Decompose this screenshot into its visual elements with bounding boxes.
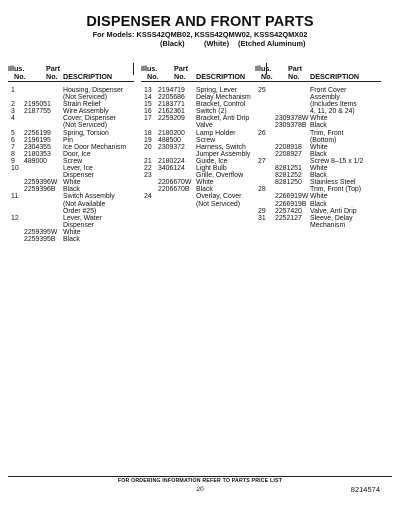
part-description: Screw 8–15 x 1/2 [310,157,364,165]
table-row [8,151,134,158]
table-row [255,87,381,94]
part-description: Switch (2) [196,108,227,116]
part-number: 2180353 [24,150,51,158]
illus-header-2: No. [147,72,159,81]
table-row [255,115,381,122]
illus-header-2: No. [14,72,26,81]
table-row [8,215,134,222]
page-number: 20 [196,486,204,493]
table-row [255,101,381,108]
part-description: Switch Assembly [63,193,115,201]
table-row [8,137,134,144]
parts-list [141,82,267,208]
footer-divider [8,476,392,477]
part-description: Trim, Front [310,129,344,137]
parts-list [8,82,134,243]
part-description: Assembly [310,94,340,102]
table-row [141,165,267,172]
table-row [255,193,381,200]
part-header-1: Part [288,64,302,73]
table-row [255,165,381,172]
part-header-2: No. [288,72,300,81]
illus-number: 7 [11,143,15,151]
illus-number: 14 [144,94,152,102]
table-row [141,137,267,144]
part-description: Spring, Lever [196,87,237,94]
table-row [255,137,381,144]
part-number: 3406124 [158,165,185,173]
table-header [8,63,134,82]
table-row [8,186,134,193]
part-description: White [196,179,214,187]
part-description: Lever, Water [63,214,102,222]
part-number: 2259209 [158,115,185,123]
part-description: Trim, Front (Top) [310,186,362,194]
table-row [8,179,134,186]
table-header [255,63,381,82]
illus-number: 28 [258,186,266,194]
illus-number: 6 [11,136,15,144]
table-row [255,186,381,193]
part-number: 2259395W [24,228,58,236]
part-description: Lamp Holder [196,129,236,137]
part-number: 2162361 [158,108,185,116]
part-number: 2205686 [158,94,185,102]
part-number: 2266919B [275,200,307,208]
part-number: 8281252 [275,172,302,180]
table-row [8,165,134,172]
part-description: Spring, Torsion [63,129,109,137]
part-description: Black [310,172,327,180]
part-description: Black [63,235,80,243]
illus-number: 29 [258,207,266,215]
part-number: 2206670B [158,186,190,194]
table-row [141,130,267,137]
part-description: Overlay, Cover [196,193,242,201]
illus-number: 16 [144,108,152,116]
part-description: Lever, Ice [63,165,93,173]
part-description: Guide, Ice [196,157,228,165]
illus-number: 26 [258,129,266,137]
table-row [255,222,381,229]
part-description: White [310,115,328,123]
color-steel-label: (Etched Aluminum) [238,39,306,48]
illus-header-1: Illus. [8,64,25,73]
illus-header-1: Illus. [255,64,272,73]
illus-number: 8 [11,150,15,158]
page-title: DISPENSER AND FRONT PARTS [86,14,314,30]
part-description: 4, 11, 20 & 24) [310,108,355,116]
illus-number: 10 [11,165,19,173]
table-row [141,201,267,208]
table-row [141,151,267,158]
part-description: Black [310,150,327,158]
table-row [8,193,134,200]
part-number: 2180224 [158,157,185,165]
part-number: 2266919W [275,193,309,201]
table-row [255,151,381,158]
table-row [141,144,267,151]
illus-header-2: No. [261,72,273,81]
illus-number: 24 [144,193,152,201]
illus-number: 11 [11,193,19,201]
part-description: Light Bulb [196,165,227,173]
part-description: (Not Available [63,200,106,208]
table-row [255,108,381,115]
table-row [255,158,381,165]
table-row [141,108,267,115]
part-number: 2180200 [158,129,185,137]
part-description: Valve [196,122,213,130]
parts-column-1 [8,63,134,243]
part-description: Wire Assembly [63,108,109,116]
table-row [8,172,134,179]
table-row [141,172,267,179]
table-row [141,101,267,108]
part-number: 2206670W [158,179,192,187]
part-number: 8281250 [275,179,302,187]
parts-list [255,82,381,229]
part-description: White [63,179,81,187]
part-description: Black [63,186,80,194]
illus-number: 9 [11,157,15,165]
part-number: 2256199 [24,129,51,137]
part-header-2: No. [46,72,58,81]
parts-column-2 [141,63,267,208]
illus-number: 27 [258,157,266,165]
part-description: Cover, Dispenser [63,115,116,123]
table-row [255,172,381,179]
table-row [8,115,134,122]
table-row [8,222,134,229]
color-white-label: (White) [204,39,230,48]
part-description: Door, Ice [63,150,91,158]
part-number: 2259395B [24,235,56,243]
table-row [8,122,134,129]
part-number: 2196195 [24,136,51,144]
table-row [255,94,381,101]
illus-number: 18 [144,129,152,137]
part-number: 488500 [158,136,181,144]
part-description: Screw [196,136,216,144]
table-row [8,201,134,208]
part-description: Front Cover [310,87,347,94]
description-header: DESCRIPTION [196,72,246,81]
table-row [8,94,134,101]
part-description: Black [196,186,213,194]
illus-number: 15 [144,101,152,109]
table-row [8,208,134,215]
table-row [255,208,381,215]
table-row [255,122,381,129]
illus-number: 21 [144,157,152,165]
table-row [141,158,267,165]
table-row [8,130,134,137]
illus-number: 20 [144,143,152,151]
part-description: White [310,143,328,151]
table-header [141,63,267,82]
part-description: (Includes Items [310,101,357,109]
part-description: Housing, Dispenser [63,87,124,94]
part-description: (Not Serviced) [196,200,241,208]
part-description: White [310,193,328,201]
part-description: Bracket, Anti Drip [196,115,250,123]
part-header-1: Part [46,64,60,73]
part-number: 2259396W [24,179,58,187]
part-number: 2183771 [158,101,185,109]
table-row [255,215,381,222]
part-number: 2208927 [275,150,302,158]
part-description: White [310,165,328,173]
table-row [8,229,134,236]
part-description: (Not Serviced) [63,94,108,102]
illus-number: 23 [144,172,152,180]
table-row [255,201,381,208]
part-description: Ice Door Mechanism [63,143,127,151]
illus-number: 4 [11,115,15,123]
illus-number: 22 [144,165,152,173]
ordering-note: FOR ORDERING INFORMATION REFER TO PARTS PRICE LIST [117,478,283,484]
part-description: Stainless Steel [310,179,356,187]
part-description: Sleeve, Delay [310,214,353,222]
description-header: DESCRIPTION [63,72,113,81]
table-row [255,144,381,151]
part-description: Jumper Assembly [196,150,251,158]
table-row [8,158,134,165]
illus-number: 3 [11,108,15,116]
illus-header-1: Illus. [141,64,158,73]
table-row [141,94,267,101]
part-description: Mechanism [310,221,346,229]
models-line: For Models: KSSS42QMB02, KSSS42QMW02, KSSS42QMX02 [92,30,308,39]
part-number: 2208918 [275,143,302,151]
part-header-1: Part [174,64,188,73]
table-row [141,122,267,129]
part-description: Dispenser [63,172,95,180]
part-description: Bracket, Control [196,101,246,109]
illus-number: 17 [144,115,152,123]
part-description: Dispenser [63,221,95,229]
part-description: Grille, Overflow [196,172,244,180]
part-description: Pin [63,136,73,144]
table-row [8,108,134,115]
table-row [8,87,134,94]
part-description: Harness, Switch [196,143,246,151]
part-number: 489000 [24,157,47,165]
table-row [8,101,134,108]
part-number: 2309378W [275,115,309,123]
part-number: 2304355 [24,143,51,151]
illus-number: 12 [11,214,19,222]
table-row [141,115,267,122]
part-number: 2195051 [24,101,51,109]
part-description: (Not Serviced) [63,122,108,130]
color-black-label: (Black) [160,39,185,48]
document-number: 8214574 [350,485,380,494]
table-row [141,193,267,200]
illus-number: 5 [11,129,15,137]
part-number: 2309378B [275,122,307,130]
illus-number: 19 [144,136,152,144]
part-description: (Bottom) [310,136,337,144]
part-description: Black [310,122,327,130]
table-row [141,87,267,94]
illus-number: 1 [11,87,15,94]
part-number: 2194719 [158,87,185,94]
part-number: 8281251 [275,165,302,173]
part-number: 2257420 [275,207,302,215]
part-description: Strain Relief [63,101,101,109]
parts-column-3 [255,63,381,229]
part-description: White [63,228,81,236]
part-description: Screw [63,157,83,165]
part-description: Delay Mechanism [196,94,251,102]
illus-number: 25 [258,87,266,94]
part-number: 2252127 [275,214,302,222]
table-row [8,236,134,243]
part-number: 2187755 [24,108,51,116]
part-description: Valve, Anti Drip [310,207,357,215]
illus-number: 31 [258,214,266,222]
part-description: Black [310,200,327,208]
part-number: 2309372 [158,143,185,151]
table-row [255,179,381,186]
description-header: DESCRIPTION [310,72,360,81]
table-row [141,186,267,193]
table-row [8,144,134,151]
table-row [141,179,267,186]
part-number: 2259396B [24,186,56,194]
illus-number: 13 [144,87,152,94]
part-header-2: No. [174,72,186,81]
illus-number: 2 [11,101,15,109]
table-row [255,130,381,137]
part-description: Order #25) [63,207,97,215]
